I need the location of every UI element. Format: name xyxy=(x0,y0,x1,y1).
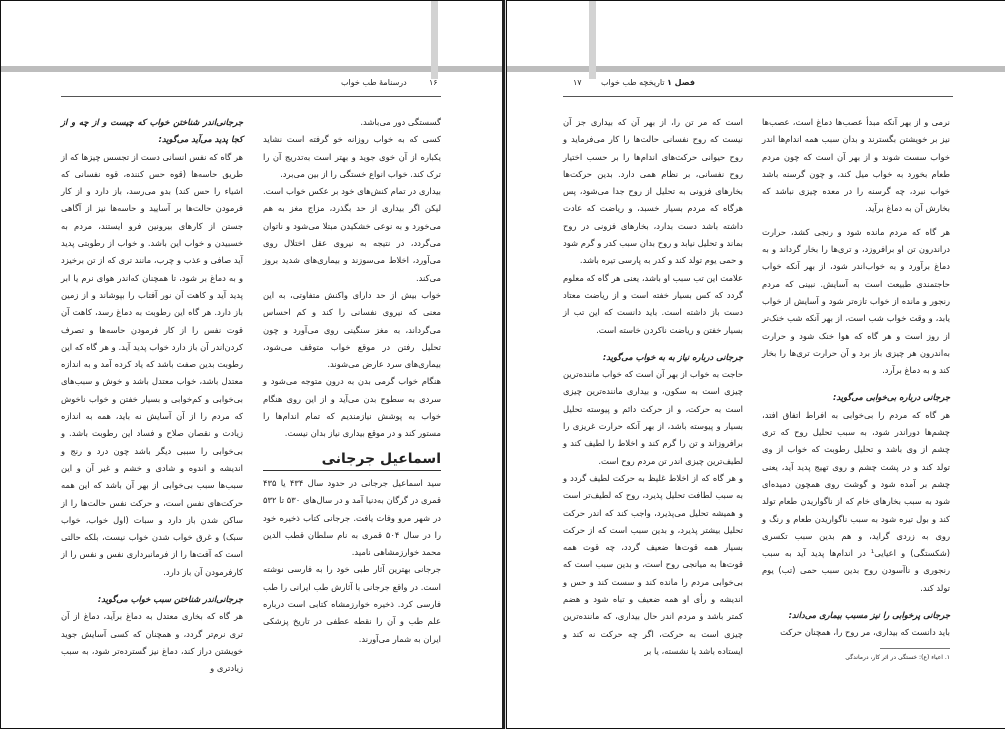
paragraph: بیداری در تمام کنش‌های خود بر عکس خواب است. لیکن اگر بیداری از حد بگذرد، مزاج مغز به هم می‌خورد و به نوعی خشکیدن مبتلا می‌شود و ناتوان می‌گردد، در نتیجه به نیروی عقل اختلال روی می‌آورد، اخلاط می‌سوزند و بیماری‌های شدید بروز می‌کند. xyxy=(263,186,441,283)
running-head-title: درسنامهٔ طب خواب xyxy=(341,78,407,87)
left-page-left-column xyxy=(263,114,441,648)
page-number: ۱۷ xyxy=(573,78,582,87)
subheading: جرجانی‌اندر شناختن سبب خواب می‌گوید: xyxy=(97,594,243,605)
footnote-rule xyxy=(880,648,950,649)
header-bar xyxy=(507,66,1005,72)
paragraph: هر گاه که مردم مانده شود و رنجی کشد، حرارت در‌اندرون تن او برافروزد، و تری‌ها را بخار گرداند و به دماغ برآورد و به خواب‌اندر شود، از بهر آنکه خواب حاجتمندی طبیعت است به آسایش. نبینی که مردم رنجور و مانده از خواب تازه‌تر شود و آسایش از خواب یابد، و وقت خواب شب است، از بهر آنکه شب خنک‌تر از روز است و هر گاه که هوا خنک شود و حرارت به‌اندرون هر چیزی باز برد و آن حرارت تری‌ها را بخار کند و به دماغ برآرد. xyxy=(762,226,950,376)
paragraph: کسی که به خواب روزانه خو گرفته است نشاید یکباره از آن خوی جوید و بهتر است به‌تدریج آن را ترک کند. خواب انواع خستگی را از بین می‌برد. xyxy=(263,134,441,179)
left-page-right-column xyxy=(61,114,243,678)
paragraph: هر گاه که نفس انسانی دست از تجسس چیزها که از طریق حاسه‌ها (قوه حس کننده، قوه نفسانی که اشیاء را حس کند) بدو می‌رسد، باز دارد و از کار فرمودن حالت‌ها بر آسایید و حاسه‌ها نیز از آگاهی جستن از کارهای بیرونین فرو ایستند، مردم به خسبیدن و خواب این باشد. و خواب از رطوبتی پدید آید صافی و عذب و چرب، مانند تری که از تن برخیزد و به دماغ بر شود، تا همچنان که‌اندر هوای نرم یا ابر پدید آید و کاهت آن نور آفتاب را بپوشاند و از زمین باز دارد. هر گاه این رطوبت به دماغ رسد، کاهت آن قوت نفس را از کار فرمودن حاسه‌ها و تصرف کردن‌اندر آن باز دارد خواب پدید آید. و هر گاه که این رطوبت بدین صفت باشد که یاد کرده آمد و به اندازه معتدل باشد، خواب معتدل باشد و خوش و سبب‌های بی‌خوابی و کم‌خوابی و بسیار خفتن و خواب ناخوش که مردم را از آن آسایش نه باید، همه به اندازه زیادت و نقصان صلاح و فساد این رطوبت باشد. و بی‌خوابی را سببی دیگر باشد چون درد و رنج و اندیشه و اندوه و شادی و خشم و غیر آن و این سبب‌ها سبب بی‌خوابی از بهر آن باشد که این همه حرکت‌های نفس است، و حرکت نفس حالت‌ها را از ساکن شدن باز دارد و سبات (اول خواب، خواب سبک) و غرق خواب شدن خواب نیست، بلکه حالتی است که آفت‌ها را از فرمانبرداری نفس و نفس را از کارفرمودن آن‌ باز دارد. xyxy=(61,151,243,577)
paragraph: است که مر تن را، از بهر آن که بیداری جز آن نیست که روح نفسانی حالت‌ها را کار می‌فرماید و روح حیوانی حرکت‌های اندام‌ها را بر حسب اختیار روح نفسانی، بر نظام همی دارد. بدین حرکت‌ها بخارهای فزونی به تحلیل از روح جدا می‌شود، پس هرگاه که مردم بسیار خسبد، و ریاضت که عادت داشته باشد دست بدارد، بخارهای فزونی در روح بماند و تحلیل نیابد و روح بدان سبب کدر و گرم شود و حمی یوم تولد کند و کدر به پارسی تیره باشد. xyxy=(563,117,743,266)
section-title: اسماعیل جرجانی xyxy=(263,451,441,471)
paragraph: خواب بیش از حد دارای واکنش متفاوتی، به این معنی که نیروی نفسانی را کند و کم احساس می‌گرداند، به مغز سنگینی روی می‌آورد و چون تحلیل رفتن در موقع خواب متوقف می‌شود، بیماری‌های سرد عارض می‌شوند. xyxy=(263,289,441,370)
header-accent xyxy=(431,1,438,79)
paragraph: گسستگی دور می‌باشد. xyxy=(360,117,441,127)
header-accent xyxy=(589,1,596,79)
paragraph: علامت این تب سبب او باشد، یعنی هر گاه که معلوم گردد که کس بسیار خفته است و از ریاضت معتاد دست باز داشته است. باید دانست که این تب از بسیار خفتن و ریاضت ناکردن خاسته است. xyxy=(563,272,743,335)
paragraph: جرجانی بهترین آثار طبی خود را به فارسی نوشته است. در واقع جرجانی با آثارش طب ایرانی را طب فارسی کرد. ذخیره خوارزمشاه کتابی است درباره علم طب و آن را نقطه عطفی در تاریخ پزشکی ایران به شمار می‌آورند. xyxy=(263,564,441,644)
paragraph: و هر گاه که از اخلاط غلیظ به حرکت لطیف گردد و به سبب لطافت تحلیل پذیرد، روح که لطیف‌تر است و همیشه تحلیل می‌پذیرد، واجب کند که اندر حرکت تحلیل بیشتر پذیرد، و بدین سبب است که از حرکت بسیار همه قوت‌ها ضعیف گردد، چه قوت همه قوت‌ها به میانجی روح است، و بدین سبب است که بی‌خوابی مردم را مانده کند و سست کند و حس و اندیشه و رأی او همه ضعیف و تباه شود و هضم کمتر باشد و مردم اندر حال بیداری، که ماننده‌ترین چیزی است به حرکت، اگر چه حرکت نه کند و ایستاده باشد یا نشسته، یا بر xyxy=(563,472,743,656)
paragraph: سید اسماعیل جرجانی در حدود سال ۴۳۴ یا ۴۳۵ قمری در گرگان به‌دنیا آمد و در سال‌های ۵۳۰ تا ۵۳۲ در شهر مرو وفات یافت. جرجانی کتاب ذخیره خود را در سال ۵۰۴ قمری به نام سلطان قطب الدین محمد خوارزمشاهی نامید. xyxy=(263,477,441,558)
paragraph: باید دانست که بیداری، مر روح را، همچنان حرکت xyxy=(780,627,950,638)
paragraph: هنگام خواب گرمی بدن به درون متوجه می‌شود و سردی به سطوح بدن می‌آید و از این روی هنگام خواب به پوشش نیازمندیم که تمام اندام‌ها را مستور کند و در موقع بیداری نیاز بدان نیست. xyxy=(263,376,441,439)
subheading: جرجانی پرخوابی را نیز مسبب بیماری می‌داند: xyxy=(788,610,950,621)
subheading: جرجانی‌اندر شناختن خواب که چیست و از چه و از کجا پدید می‌آید می‌گوید: xyxy=(61,117,243,145)
right-page-left-column xyxy=(563,114,743,660)
right-page-right-column xyxy=(762,114,950,662)
header-rule xyxy=(563,96,953,97)
paragraph: نرمی و از بهر آنکه مبدأ عصب‌ها دماغ است، عصب‌ها نیز بر خویشتن بگسترند و بدان سبب همه اندام‌ها اندر خواب سست شوند و از بهر آن است که چون مردم طعام بخورد به خواب میل کند، و چون گرسنه باشد خواب نبرد، چه گرسنه را در معده چیزی نباشد که بخارش آن به دماغ برآید. xyxy=(762,117,950,214)
subheading: جرجانی درباره نیاز به به خواب می‌گوید: xyxy=(602,351,743,362)
page-number: ۱۶ xyxy=(429,78,438,87)
header-bar xyxy=(1,66,502,72)
subheading: جرجانی درباره بی‌خوابی می‌گوید: xyxy=(833,392,950,403)
right-page xyxy=(506,0,1005,729)
header-rule xyxy=(61,96,441,97)
paragraph: هر گاه که بخاری معتدل به دماغ برآید، دماغ از آن تری نرم‌تر گردد، و همچنان که کسی آسایش جوید خویشتن دراز کند، دماغ نیز گسترده‌تر شود، به سبب زیادتری و xyxy=(61,611,243,674)
footnote: ۱. اعیاء (ع): خستگی در اثر کار، درماندگی xyxy=(845,653,950,661)
running-head-title: تاریخچه طب خواب xyxy=(601,78,665,87)
paragraph: هر گاه که مردم را بی‌خوابی به افراط اتفاق افتد، چشم‌ها دوراندر شود، به سبب تحلیل روح که تری چشم از وی باشد و تحلیل رطوبت که خواب از وی تولد کند و در پشت چشم و روی تهیج پدید آید، یعنی چشم بر آمده شود و گوشت روی همچون دمیده‌ای شود به سبب بخارهای خام که از ناگواریدن طعام تولد کند و بول تیره شود به سبب ناگواریدن طعام و رنگ و روی به زردی گراید، و هم بدین سبب تکسری (شکستگی) و اعیایی¹ در اندام‌ها پدید آید به سبب رنجوری و ناآسودن روح بدین سبب حمی (تب) یوم تولد کند. xyxy=(762,409,950,593)
paragraph: حاجت به خواب از بهر آن است که خواب ماننده‌ترین چیزی است به سکون، و بیداری ماننده‌ترین چیزی است به حرکت، و از حرکت دائم و پیوسته تحلیل بسیار و پیوسته باشد، از بهر آنکه حرارت غریزی را برافروزاند و تن را گرم کند و اخلاط را لطیف کند و لطیف‌ترین چیزی اندر تن مردم روح است. xyxy=(563,369,743,466)
running-head-chapter: فصل ۱ xyxy=(667,78,695,87)
